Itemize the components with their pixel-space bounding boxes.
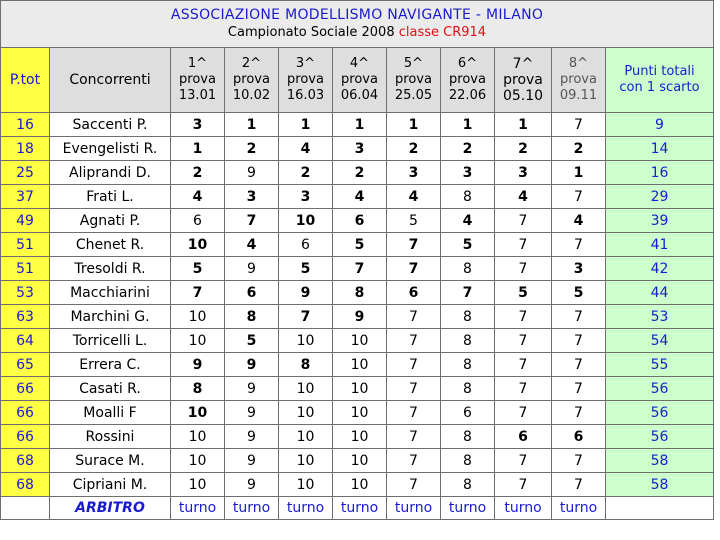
cell-score-prova-5: 5	[387, 209, 441, 233]
cell-score-prova-5: 7	[387, 257, 441, 281]
cell-score-prova-5: 3	[387, 161, 441, 185]
cell-score-prova-7: 7	[495, 257, 552, 281]
cell-score-prova-1: 1	[171, 137, 225, 161]
cell-score-prova-5: 7	[387, 329, 441, 353]
cell-score-prova-4: 10	[333, 401, 387, 425]
cell-score-prova-2: 4	[225, 233, 279, 257]
cell-score-prova-8: 5	[552, 281, 606, 305]
header-prova-2	[225, 48, 279, 113]
table-row	[1, 257, 714, 281]
cell-score-prova-2: 9	[225, 449, 279, 473]
cell-score-prova-2: 9	[225, 161, 279, 185]
cell-score-prova-8: 7	[552, 329, 606, 353]
cell-score-prova-1: 10	[171, 329, 225, 353]
cell-score-prova-2: 6	[225, 281, 279, 305]
cell-score-prova-5: 2	[387, 137, 441, 161]
header-prova-8	[552, 48, 606, 113]
cell-score-prova-1: 4	[171, 185, 225, 209]
cell-punti-totali: 58	[606, 449, 714, 473]
title-line1: ASSOCIAZIONE MODELLISMO NAVIGANTE - MILANO	[170, 7, 544, 23]
cell-ptot: 66	[1, 401, 50, 425]
cell-punti-totali: 29	[606, 185, 714, 209]
cell-score-prova-7: 6	[495, 425, 552, 449]
header-prova-7	[495, 48, 552, 113]
cell-score-prova-6: 8	[441, 353, 495, 377]
cell-arbitro-prova-7: turno	[495, 497, 552, 520]
cell-score-prova-6: 4	[441, 209, 495, 233]
cell-punti-totali: 56	[606, 377, 714, 401]
table-row	[1, 449, 714, 473]
cell-score-prova-5: 7	[387, 425, 441, 449]
header-prova-n: 8^	[568, 56, 589, 71]
cell-score-prova-2: 8	[225, 305, 279, 329]
header-prova-label: prova	[560, 72, 597, 87]
cell-concorrente: Marchini G.	[50, 305, 171, 329]
cell-score-prova-2: 9	[225, 377, 279, 401]
cell-punti-totali: 39	[606, 209, 714, 233]
cell-ptot: 66	[1, 377, 50, 401]
cell-arbitro-prova-8: turno	[552, 497, 606, 520]
cell-score-prova-4: 5	[333, 233, 387, 257]
cell-score-prova-1: 7	[171, 281, 225, 305]
cell-concorrente: Agnati P.	[50, 209, 171, 233]
cell-score-prova-7: 7	[495, 233, 552, 257]
cell-score-prova-4: 4	[333, 185, 387, 209]
cell-score-prova-1: 10	[171, 449, 225, 473]
cell-concorrente: Surace M.	[50, 449, 171, 473]
cell-score-prova-7: 3	[495, 161, 552, 185]
cell-arbitro-prova-5: turno	[387, 497, 441, 520]
title-line2	[1, 24, 713, 41]
cell-score-prova-6: 8	[441, 473, 495, 497]
cell-score-prova-5: 6	[387, 281, 441, 305]
cell-score-prova-2: 9	[225, 401, 279, 425]
cell-score-prova-3: 1	[279, 113, 333, 137]
cell-score-prova-4: 1	[333, 113, 387, 137]
cell-score-prova-7: 5	[495, 281, 552, 305]
cell-score-prova-6: 7	[441, 281, 495, 305]
cell-score-prova-5: 7	[387, 377, 441, 401]
cell-score-prova-8: 7	[552, 401, 606, 425]
table-row	[1, 401, 714, 425]
cell-score-prova-4: 10	[333, 329, 387, 353]
cell-score-prova-7: 7	[495, 449, 552, 473]
table-row	[1, 473, 714, 497]
header-prova-3	[279, 48, 333, 113]
table-row	[1, 185, 714, 209]
cell-score-prova-8: 3	[552, 257, 606, 281]
header-prova-n: 1^	[187, 56, 208, 71]
cell-ptot: 68	[1, 473, 50, 497]
cell-punti-totali: 9	[606, 113, 714, 137]
cell-score-prova-3: 10	[279, 209, 333, 233]
cell-score-prova-3: 10	[279, 449, 333, 473]
cell-score-prova-8: 7	[552, 473, 606, 497]
cell-score-prova-8: 7	[552, 305, 606, 329]
cell-score-prova-4: 10	[333, 449, 387, 473]
cell-score-prova-3: 10	[279, 425, 333, 449]
table-row	[1, 137, 714, 161]
cell-ptot: 63	[1, 305, 50, 329]
cell-score-prova-6: 1	[441, 113, 495, 137]
cell-punti-totali: 41	[606, 233, 714, 257]
header-ptot: P.tot	[1, 48, 50, 113]
cell-arbitro-prova-3: turno	[279, 497, 333, 520]
cell-score-prova-6: 5	[441, 233, 495, 257]
cell-score-prova-3: 8	[279, 353, 333, 377]
header-prova-label: prova	[395, 72, 432, 87]
cell-score-prova-5: 7	[387, 353, 441, 377]
cell-ptot: 53	[1, 281, 50, 305]
cell-score-prova-8: 6	[552, 425, 606, 449]
cell-score-prova-7: 7	[495, 209, 552, 233]
cell-score-prova-8: 7	[552, 185, 606, 209]
cell-score-prova-8: 2	[552, 137, 606, 161]
cell-score-prova-5: 7	[387, 473, 441, 497]
cell-punti-totali: 44	[606, 281, 714, 305]
cell-score-prova-8: 7	[552, 449, 606, 473]
cell-score-prova-6: 3	[441, 161, 495, 185]
cell-score-prova-6: 8	[441, 257, 495, 281]
arbitro-row	[1, 497, 714, 520]
table-row	[1, 425, 714, 449]
cell-score-prova-4: 10	[333, 425, 387, 449]
header-prova-label: prova	[503, 72, 543, 88]
cell-score-prova-4: 3	[333, 137, 387, 161]
cell-score-prova-3: 6	[279, 233, 333, 257]
header-prova-date: 13.01	[178, 88, 217, 103]
header-punti-line2: con 1 scarto	[619, 80, 700, 95]
cell-score-prova-3: 9	[279, 281, 333, 305]
cell-concorrente: Chenet R.	[50, 233, 171, 257]
header-row	[1, 48, 714, 113]
cell-punti-totali: 56	[606, 401, 714, 425]
cell-concorrente: Macchiarini	[50, 281, 171, 305]
cell-score-prova-2: 1	[225, 113, 279, 137]
header-prova-n: 3^	[295, 56, 316, 71]
header-prova-label: prova	[179, 72, 216, 87]
cell-punti-totali: 56	[606, 425, 714, 449]
table-row	[1, 305, 714, 329]
cell-score-prova-8: 7	[552, 377, 606, 401]
cell-ptot: 25	[1, 161, 50, 185]
table-row	[1, 209, 714, 233]
cell-score-prova-3: 5	[279, 257, 333, 281]
header-prova-date: 16.03	[286, 88, 325, 103]
cell-score-prova-7: 1	[495, 113, 552, 137]
header-prova-label: prova	[341, 72, 378, 87]
cell-score-prova-3: 10	[279, 401, 333, 425]
header-prova-n: 5^	[403, 56, 424, 71]
cell-ptot: 64	[1, 329, 50, 353]
cell-score-prova-1: 10	[171, 473, 225, 497]
cell-score-prova-2: 9	[225, 473, 279, 497]
cell-score-prova-5: 4	[387, 185, 441, 209]
cell-score-prova-6: 8	[441, 377, 495, 401]
header-punti-line1: Punti totali	[624, 64, 695, 79]
cell-punti-totali: 16	[606, 161, 714, 185]
cell-score-prova-1: 3	[171, 113, 225, 137]
cell-score-prova-6: 8	[441, 305, 495, 329]
table-row	[1, 281, 714, 305]
cell-score-prova-3: 3	[279, 185, 333, 209]
header-prova-1	[171, 48, 225, 113]
cell-score-prova-1: 10	[171, 305, 225, 329]
cell-score-prova-1: 10	[171, 425, 225, 449]
cell-score-prova-5: 7	[387, 233, 441, 257]
cell-empty	[1, 497, 50, 520]
header-prova-4	[333, 48, 387, 113]
cell-arbitro-prova-4: turno	[333, 497, 387, 520]
cell-concorrente: Rossini	[50, 425, 171, 449]
cell-arbitro-prova-1: turno	[171, 497, 225, 520]
cell-score-prova-2: 9	[225, 425, 279, 449]
cell-concorrente: Errera C.	[50, 353, 171, 377]
cell-score-prova-2: 9	[225, 257, 279, 281]
cell-concorrente: Saccenti P.	[50, 113, 171, 137]
cell-score-prova-3: 7	[279, 305, 333, 329]
cell-empty	[606, 497, 714, 520]
cell-score-prova-4: 6	[333, 209, 387, 233]
cell-score-prova-6: 8	[441, 449, 495, 473]
cell-score-prova-1: 8	[171, 377, 225, 401]
cell-score-prova-1: 2	[171, 161, 225, 185]
cell-ptot: 37	[1, 185, 50, 209]
cell-score-prova-1: 6	[171, 209, 225, 233]
header-prova-label: prova	[233, 72, 270, 87]
header-prova-date: 09.11	[559, 88, 598, 103]
cell-ptot: 18	[1, 137, 50, 161]
cell-punti-totali: 55	[606, 353, 714, 377]
cell-arbitro-prova-6: turno	[441, 497, 495, 520]
cell-concorrente: Torricelli L.	[50, 329, 171, 353]
cell-arbitro-label: ARBITRO	[50, 497, 171, 520]
cell-score-prova-3: 2	[279, 161, 333, 185]
header-prova-date: 25.05	[394, 88, 433, 103]
header-prova-label: prova	[449, 72, 486, 87]
cell-ptot: 68	[1, 449, 50, 473]
header-prova-date: 06.04	[340, 88, 379, 103]
cell-ptot: 66	[1, 425, 50, 449]
cell-score-prova-7: 7	[495, 401, 552, 425]
cell-score-prova-8: 4	[552, 209, 606, 233]
cell-score-prova-4: 8	[333, 281, 387, 305]
cell-score-prova-7: 2	[495, 137, 552, 161]
header-prova-n: 7^	[512, 56, 534, 72]
cell-punti-totali: 54	[606, 329, 714, 353]
cell-score-prova-3: 10	[279, 377, 333, 401]
header-prova-label: prova	[287, 72, 324, 87]
cell-concorrente: Cipriani M.	[50, 473, 171, 497]
cell-score-prova-2: 3	[225, 185, 279, 209]
cell-ptot: 65	[1, 353, 50, 377]
cell-score-prova-2: 5	[225, 329, 279, 353]
header-prova-date: 22.06	[448, 88, 487, 103]
table-title	[1, 1, 714, 48]
cell-concorrente: Evengelisti R.	[50, 137, 171, 161]
table-row	[1, 161, 714, 185]
cell-score-prova-6: 8	[441, 425, 495, 449]
cell-score-prova-4: 10	[333, 473, 387, 497]
header-punti-totali	[606, 48, 714, 113]
cell-score-prova-5: 7	[387, 401, 441, 425]
cell-concorrente: Frati L.	[50, 185, 171, 209]
cell-score-prova-8: 1	[552, 161, 606, 185]
cell-score-prova-1: 5	[171, 257, 225, 281]
header-prova-n: 2^	[241, 56, 262, 71]
cell-concorrente: Aliprandi D.	[50, 161, 171, 185]
cell-score-prova-5: 7	[387, 305, 441, 329]
header-prova-date: 10.02	[232, 88, 271, 103]
title-class: classe CR914	[398, 25, 487, 40]
cell-punti-totali: 42	[606, 257, 714, 281]
cell-score-prova-6: 8	[441, 329, 495, 353]
cell-concorrente: Moalli F	[50, 401, 171, 425]
cell-score-prova-7: 7	[495, 305, 552, 329]
header-prova-n: 4^	[349, 56, 370, 71]
cell-score-prova-7: 7	[495, 473, 552, 497]
cell-ptot: 51	[1, 257, 50, 281]
cell-punti-totali: 14	[606, 137, 714, 161]
table-row	[1, 353, 714, 377]
cell-score-prova-4: 7	[333, 257, 387, 281]
table-row	[1, 329, 714, 353]
cell-score-prova-2: 7	[225, 209, 279, 233]
cell-punti-totali: 58	[606, 473, 714, 497]
cell-score-prova-5: 1	[387, 113, 441, 137]
cell-score-prova-7: 7	[495, 353, 552, 377]
cell-score-prova-8: 7	[552, 353, 606, 377]
cell-score-prova-2: 9	[225, 353, 279, 377]
table-row	[1, 233, 714, 257]
cell-score-prova-6: 6	[441, 401, 495, 425]
cell-score-prova-3: 10	[279, 329, 333, 353]
cell-score-prova-1: 9	[171, 353, 225, 377]
table-row	[1, 113, 714, 137]
cell-score-prova-6: 8	[441, 185, 495, 209]
cell-score-prova-7: 4	[495, 185, 552, 209]
header-prova-n: 6^	[457, 56, 478, 71]
table-row	[1, 377, 714, 401]
cell-score-prova-7: 7	[495, 377, 552, 401]
cell-score-prova-4: 10	[333, 353, 387, 377]
cell-ptot: 16	[1, 113, 50, 137]
cell-score-prova-4: 10	[333, 377, 387, 401]
title-line2-prefix: Campionato Sociale 2008	[227, 25, 399, 40]
cell-score-prova-3: 4	[279, 137, 333, 161]
cell-punti-totali: 53	[606, 305, 714, 329]
header-prova-5	[387, 48, 441, 113]
cell-ptot: 51	[1, 233, 50, 257]
cell-concorrente: Casati R.	[50, 377, 171, 401]
cell-ptot: 49	[1, 209, 50, 233]
cell-score-prova-2: 2	[225, 137, 279, 161]
header-concorrenti: Concorrenti	[50, 48, 171, 113]
header-prova-date: 05.10	[502, 88, 544, 104]
cell-arbitro-prova-2: turno	[225, 497, 279, 520]
cell-score-prova-1: 10	[171, 401, 225, 425]
cell-score-prova-7: 7	[495, 329, 552, 353]
cell-score-prova-8: 7	[552, 233, 606, 257]
cell-score-prova-6: 2	[441, 137, 495, 161]
cell-score-prova-1: 10	[171, 233, 225, 257]
cell-score-prova-4: 9	[333, 305, 387, 329]
cell-score-prova-8: 7	[552, 113, 606, 137]
header-prova-6	[441, 48, 495, 113]
cell-score-prova-5: 7	[387, 449, 441, 473]
cell-concorrente: Tresoldi R.	[50, 257, 171, 281]
cell-score-prova-4: 2	[333, 161, 387, 185]
cell-score-prova-3: 10	[279, 473, 333, 497]
